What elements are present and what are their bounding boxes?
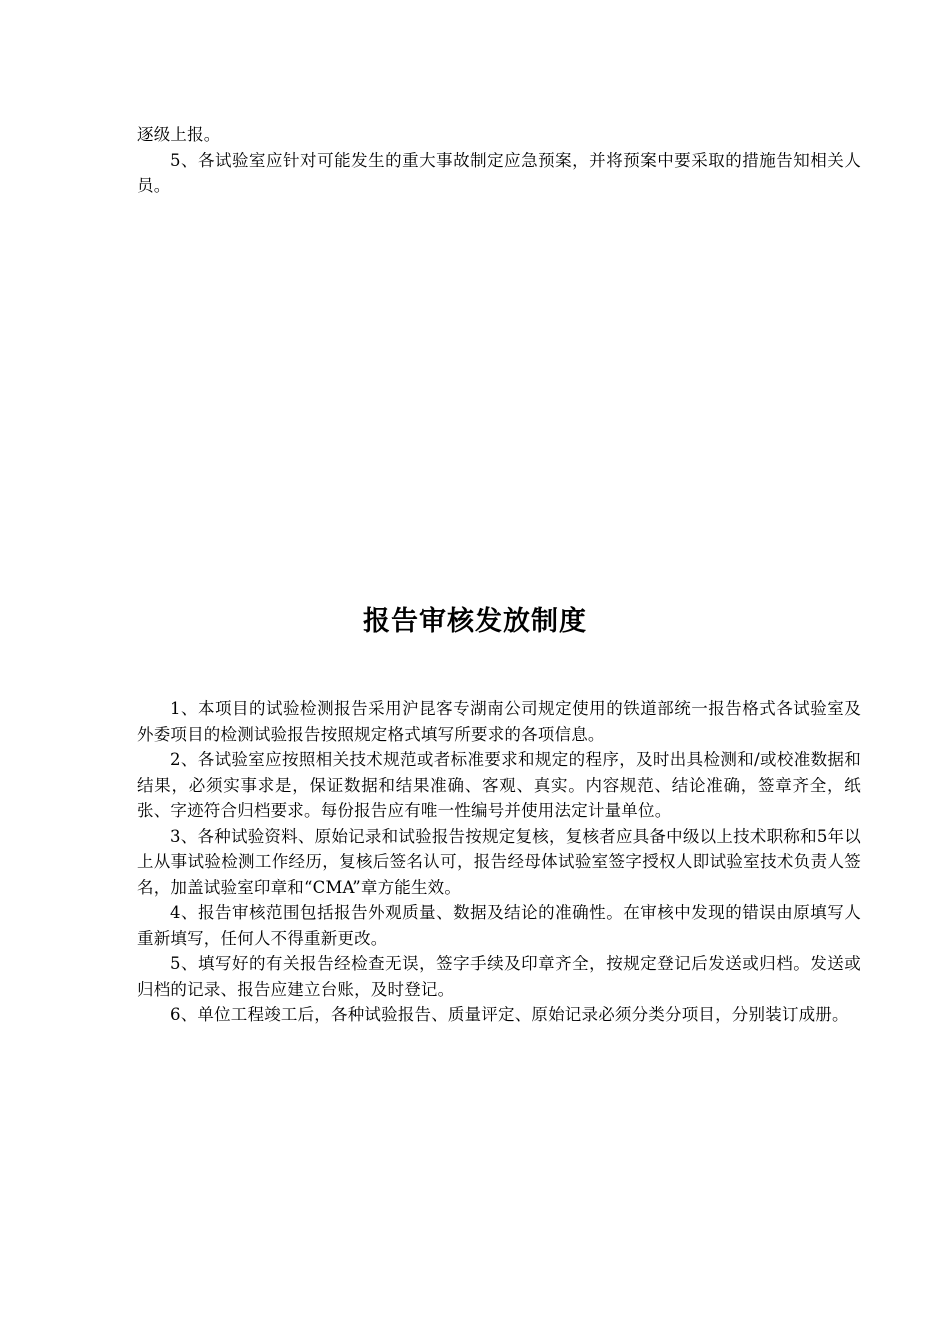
previous-section-item-5: 5、各试验室应针对可能发生的重大事故制定应急预案，并将预案中要采取的措施告知相关人员。 [137,150,861,195]
previous-section [137,122,861,199]
section-item-2: 2、各试验室应按照相关技术规范或者标准要求和规定的程序，及时出具检测和/或校准数据和结果，必须实事求是，保证数据和结果准确、客观、真实。内容规范、结论准确，签章齐全，纸张、字迹符合归档要求。每份报告应有唯一性编号并使用法定计量单位。 [137,750,861,820]
section-body [137,696,861,1028]
section-item-6: 6、单位工程竣工后，各种试验报告、质量评定、原始记录必须分类分项目，分别装订成册。 [170,1005,849,1024]
section-item-3: 3、各种试验资料、原始记录和试验报告按规定复核，复核者应具备中级以上技术职称和5年以上从事试验检测工作经历，复核后签名认可，报告经母体试验室签字授权人即试验室技术负责人签名，加盖试验室印章和“CMA”章方能生效。 [137,826,861,897]
section-title: 报告审核发放制度 [363,606,587,637]
section-item-4: 4、报告审核范围包括报告外观质量、数据及结论的准确性。在审核中发现的错误由原填写人重新填写，任何人不得重新更改。 [137,903,861,948]
section-item-1: 1、本项目的试验检测报告采用沪昆客专湖南公司规定使用的铁道部统一报告格式各试验室及外委项目的检测试验报告按照规定格式填写所要求的各项信息。 [137,699,861,744]
section-item-5: 5、填写好的有关报告经检查无误，签字手续及印章齐全，按规定登记后发送或归档。发送或归档的记录、报告应建立台账，及时登记。 [137,954,861,999]
previous-section-continuation: 逐级上报。 [137,125,221,144]
